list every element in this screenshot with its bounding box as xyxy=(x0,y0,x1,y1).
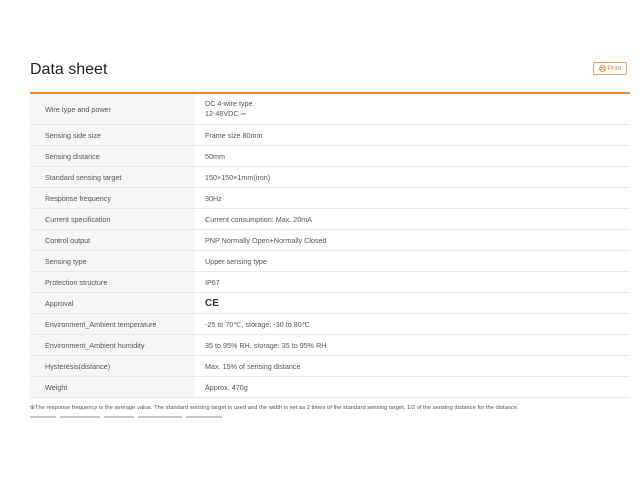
spec-value xyxy=(195,293,630,314)
spec-value-line: Frame size 80mm xyxy=(205,130,263,140)
spec-value-line: IP67 xyxy=(205,277,220,287)
spec-value xyxy=(195,146,630,167)
spec-row xyxy=(30,230,630,251)
spec-value xyxy=(195,356,630,377)
spec-value-line: 50mm xyxy=(205,151,225,161)
spec-row xyxy=(30,272,630,293)
spec-value-line: Max. 15% of sensing distance xyxy=(205,361,301,371)
spec-value xyxy=(195,209,630,230)
spec-value-line: PNP Normally Open+Normally Closed xyxy=(205,235,327,245)
spec-label: Control output xyxy=(30,230,195,251)
spec-label: Sensing distance xyxy=(30,146,195,167)
spec-row xyxy=(30,188,630,209)
spec-row xyxy=(30,209,630,230)
spec-row xyxy=(30,293,630,314)
spec-value xyxy=(195,272,630,293)
spec-value xyxy=(195,251,630,272)
spec-label: Weight xyxy=(30,377,195,398)
spec-row xyxy=(30,94,630,125)
spec-label: Protection structure xyxy=(30,272,195,293)
spec-value-line: -25 to 70℃, storage: -30 to 80℃ xyxy=(205,319,310,329)
spec-row xyxy=(30,356,630,377)
spec-value xyxy=(195,377,630,398)
print-button[interactable] xyxy=(593,62,627,75)
spec-row xyxy=(30,335,630,356)
spec-label: Sensing side size xyxy=(30,125,195,146)
footnote: ※The response frequency is the average value. The standard sensing target is used and the width is set as 2 times of the standard sensing target, 1/2 of the sensing distance for the distance. xyxy=(30,405,519,411)
spec-value-line: 30Hz xyxy=(205,193,222,203)
spec-value xyxy=(195,188,630,209)
spec-label: Wire type and power xyxy=(30,94,195,125)
spec-label: Environment_Ambient humidity xyxy=(30,335,195,356)
spec-value xyxy=(195,335,630,356)
page-title: Data sheet xyxy=(30,61,108,78)
spec-value-line: 35 to 95% RH, storage: 35 to 95% RH xyxy=(205,340,327,350)
spec-value-line: 150×150×1mm(iron) xyxy=(205,172,271,182)
footnote-second-line xyxy=(30,416,240,419)
spec-row xyxy=(30,251,630,272)
printer-icon xyxy=(599,65,606,72)
spec-label: Environment_Ambient temperature xyxy=(30,314,195,335)
spec-label: Hysteresis(distance) xyxy=(30,356,195,377)
spec-value xyxy=(195,125,630,146)
spec-value-line: Current consumption: Max. 20mA xyxy=(205,214,313,224)
ce-mark-icon: CE xyxy=(205,297,219,309)
spec-row xyxy=(30,377,630,398)
spec-label: Approval xyxy=(30,293,195,314)
spec-row xyxy=(30,125,630,146)
spec-value xyxy=(195,94,630,125)
spec-row xyxy=(30,146,630,167)
spec-row xyxy=(30,167,630,188)
spec-value-line: Upper sensing type xyxy=(205,256,267,266)
spec-value xyxy=(195,167,630,188)
spec-value xyxy=(195,314,630,335)
spec-value-line: 12-48VDC ⎓ xyxy=(205,109,247,118)
spec-label: Sensing type xyxy=(30,251,195,272)
spec-table xyxy=(30,94,630,398)
spec-label: Current specification xyxy=(30,209,195,230)
spec-label: Standard sensing target xyxy=(30,167,195,188)
spec-value xyxy=(195,230,630,251)
spec-value-line: Approx. 470g xyxy=(205,382,248,392)
spec-row xyxy=(30,314,630,335)
spec-label: Response frequency xyxy=(30,188,195,209)
print-label: Print xyxy=(607,65,622,72)
spec-value-line: DC 4-wire type xyxy=(205,99,253,108)
